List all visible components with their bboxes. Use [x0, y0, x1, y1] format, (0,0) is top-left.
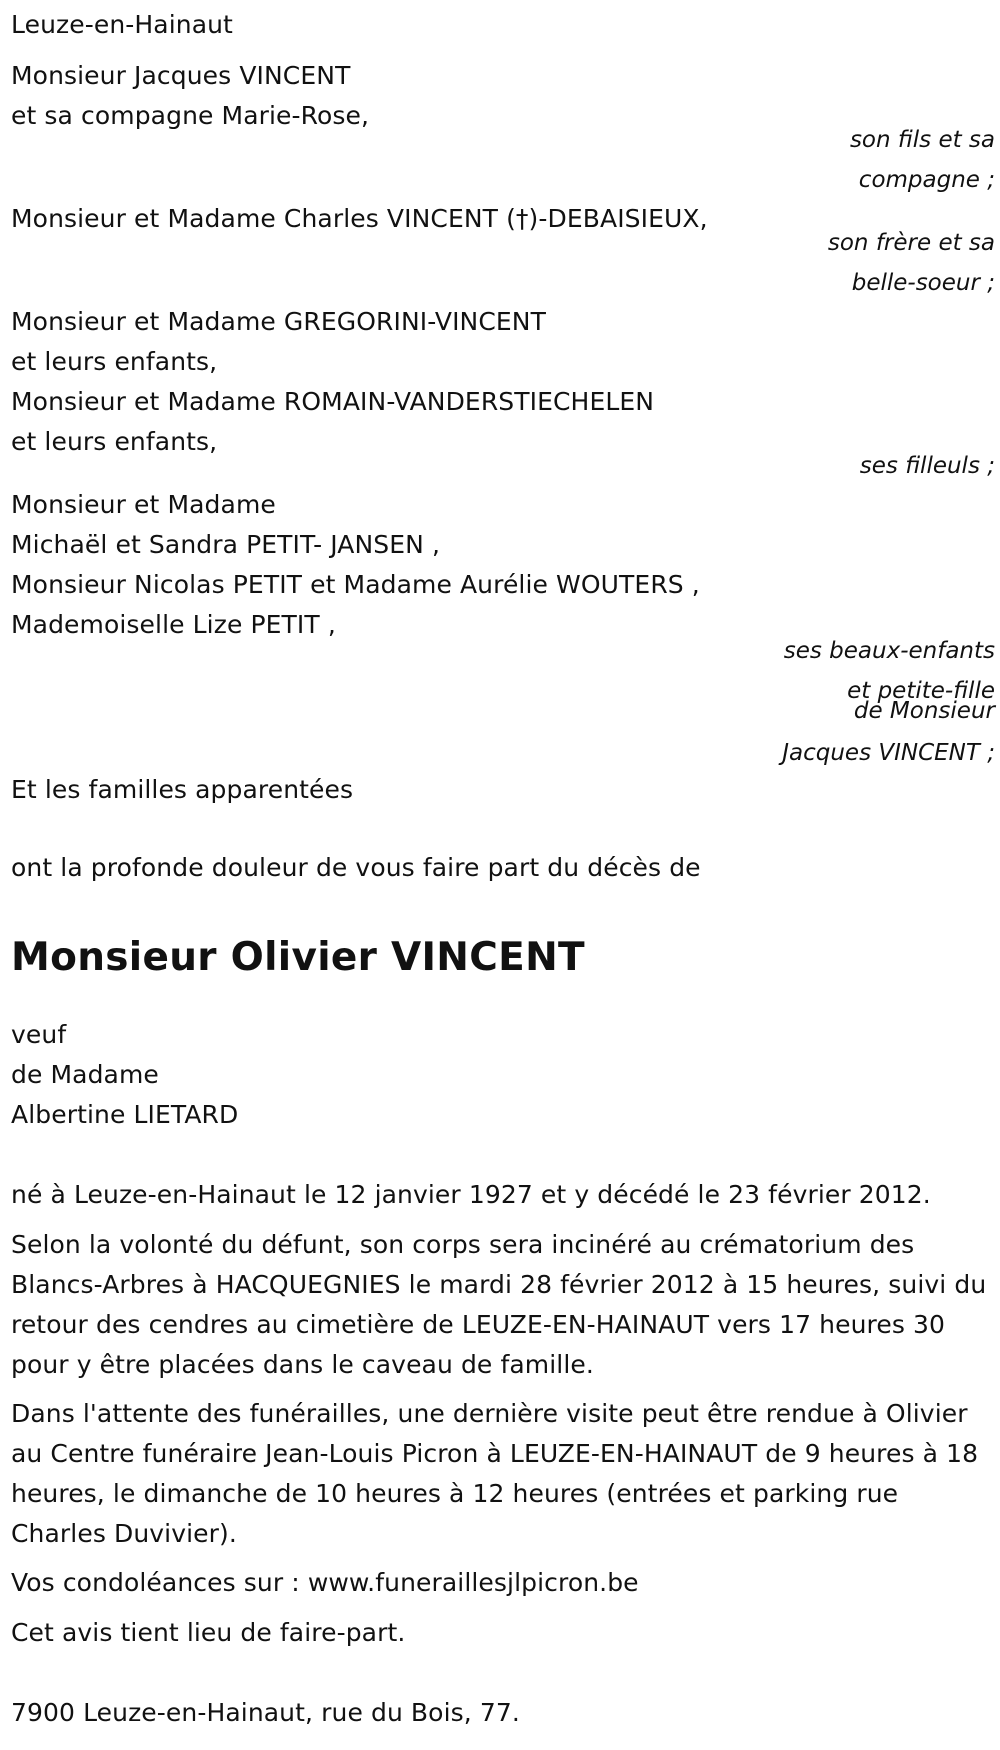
son-name: Monsieur Jacques VINCENT: [11, 61, 351, 90]
stepchildren-line1: Monsieur et Madame: [11, 490, 276, 519]
brother-name: Monsieur et Madame Charles VINCENT (†)-DEBAISIEUX,: [11, 204, 708, 233]
deceased-name: Monsieur Olivier VINCENT: [11, 935, 585, 980]
stepchildren-relation-line2: et petite-fille: [847, 678, 995, 704]
son-partner: et sa compagne Marie-Rose,: [11, 101, 370, 130]
brother-relation-line1: son frère et sa: [827, 230, 995, 256]
stepchildren-relation-line4: Jacques VINCENT ;: [782, 740, 995, 766]
cremation-details: Selon la volonté du défunt, son corps sera incinéré au crématorium des Blancs-Arbres à HACQUEGNIES le mardi 28 février 2012 à 15 heures, suivi du retour des cendres au cimetière de LEUZE-EN-HAINAUT vers 17 heures 30 pour y être placées dans le caveau de famille.: [11, 1230, 987, 1379]
godchild-family-1: Monsieur et Madame GREGORINI-VINCENT: [11, 307, 546, 336]
godchild-family-2: Monsieur et Madame ROMAIN-VANDERSTIECHELEN: [11, 387, 655, 416]
birth-death-dates: né à Leuze-en-Hainaut le 12 janvier 1927 et y décédé le 23 février 2012.: [11, 1180, 931, 1209]
stepchildren-relation-line1: ses beaux-enfants: [783, 638, 995, 664]
stepchildren-relation-line3: de Monsieur: [853, 698, 995, 724]
announcement-intro: ont la profonde douleur de vous faire part du décès de: [11, 853, 701, 882]
son-relation-line1: son fils et sa: [849, 127, 995, 153]
condolences-website: Vos condoléances sur : www.funeraillesjlpicron.be: [11, 1568, 639, 1597]
visitation-details: Dans l'attente des funérailles, une dernière visite peut être rendue à Olivier au Centre funéraire Jean-Louis Picron à LEUZE-EN-HAINAUT de 9 heures à 18 heures, le dimanche de 10 heures à 12 heures (entrées et parking rue Charles Duvivier).: [11, 1399, 979, 1548]
widower-line1: veuf: [11, 1020, 67, 1049]
widower-line2: de Madame: [11, 1060, 159, 1089]
godchildren-relation: ses filleuls ;: [859, 453, 995, 479]
notice-statement: Cet avis tient lieu de faire-part.: [11, 1618, 406, 1647]
family-address: 7900 Leuze-en-Hainaut, rue du Bois, 77.: [11, 1698, 520, 1727]
location-heading: Leuze-en-Hainaut: [11, 10, 233, 39]
godchild-family-2-children: et leurs enfants,: [11, 427, 218, 456]
stepchildren-line3: Monsieur Nicolas PETIT et Madame Aurélie WOUTERS ,: [11, 570, 700, 599]
son-relation-line2: compagne ;: [858, 167, 995, 193]
brother-relation-line2: belle-soeur ;: [851, 270, 995, 296]
related-families: Et les familles apparentées: [11, 775, 354, 804]
spouse-name: Albertine LIETARD: [11, 1100, 239, 1129]
godchild-family-1-children: et leurs enfants,: [11, 347, 218, 376]
stepchildren-line4: Mademoiselle Lize PETIT ,: [11, 610, 336, 639]
stepchildren-line2: Michaël et Sandra PETIT- JANSEN ,: [11, 530, 441, 559]
